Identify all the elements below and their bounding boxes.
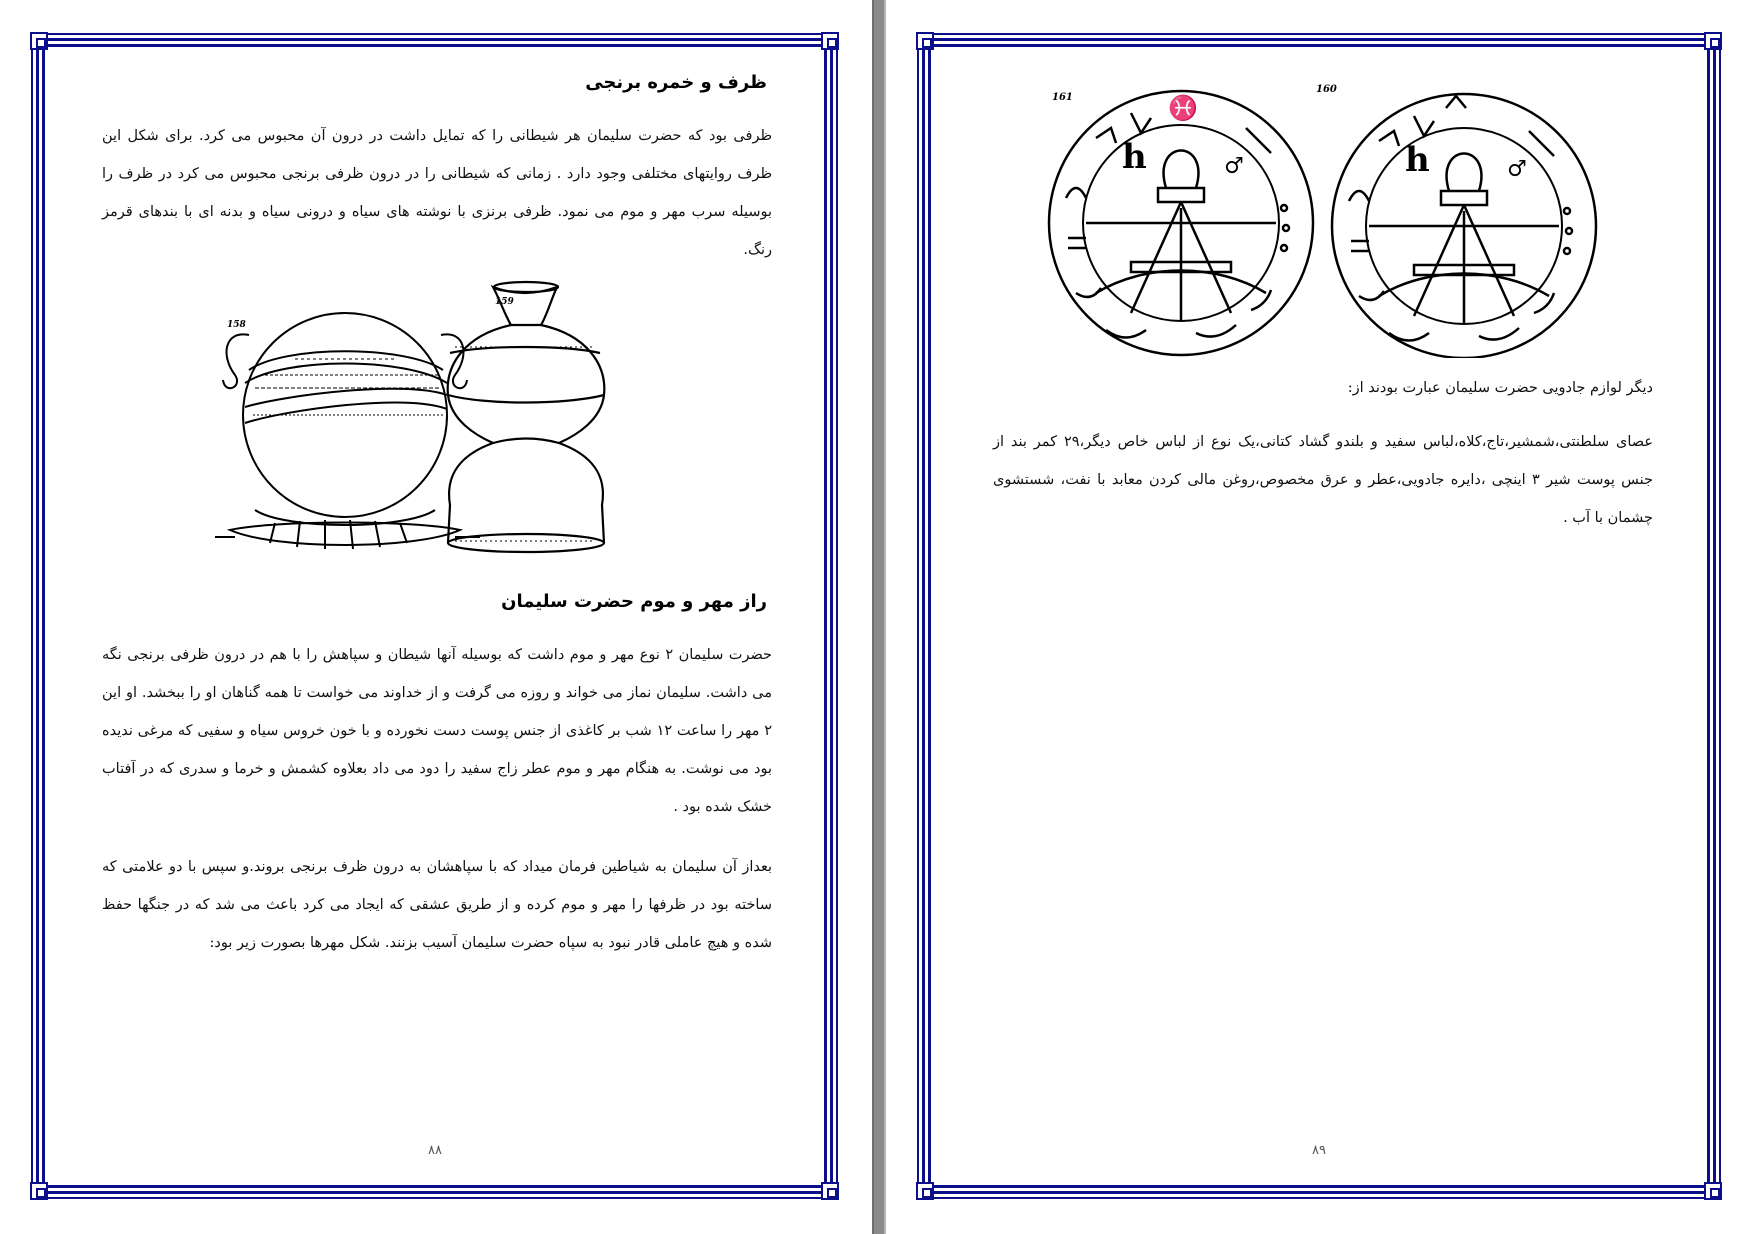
svg-text:h: h: [1122, 137, 1147, 177]
urn-drawing: [215, 313, 480, 549]
corner-ornament: [1704, 32, 1722, 50]
corner-ornament: [916, 32, 934, 50]
body-paragraph: حضرت سلیمان ۲ نوع مهر و موم داشت که بوسیله آنها شیطان و سپاهش را با هم در درون ظرفی برنجی نگه می داشت. سلیمان نماز می خواند و روزه می گرفت و از خداوند می خواست تا همه گناهان او را ببخشد. او این ۲ مهر را ساعت ۱۲ شب بر کاغذی از جنس پوست دست نخورده و با خون خروس سیاه و سفیی که مرغی ندیده بود می نوشت. به هنگام مهر و موم عطر زاج سفید را دود می داد بعلاوه کشمش و خرما و سدری که در آفتاب خشک شده بود .: [102, 647, 772, 815]
right-page: [886, 0, 1755, 1234]
page-number: ۸۸: [428, 1143, 442, 1158]
seal-glyphs: [1349, 96, 1572, 341]
corner-ornament: [821, 32, 839, 50]
seals-illustration: [1046, 78, 1606, 358]
body-paragraph: عصای سلطنتی،شمشیر،تاج،کلاه،لباس سفید و بلندو گشاد کتانی،یک نوع از لباس خاص دیگر،۲۹ کمر بند از جنس پوست شیر ۳ اینچی ،دایره جادویی،عطر و عرق مخصوص،روغن مالی کردن معابد با نفت، شستشوی چشمان با آب .: [993, 434, 1654, 526]
book-gutter: [872, 0, 886, 1234]
body-paragraph: ظرفی بود که حضرت سلیمان هر شیطانی را که تمایل داشت در درون آن محبوس می کرد. برای شکل این ظرف روایتهای مختلفی وجود دارد . زمانی که شیطانی را در درون ظرفی برنجی محبوس می کرد در ظرف را بوسیله سرب مهر و موم می نمود. ظرفی برنزی با نوشته های سیاه و درونی سیاه و بدنه ای با بندهای قرمز رنگ.: [102, 128, 772, 258]
figure-label: 158: [227, 320, 246, 330]
section-heading: راز مهر و موم حضرت سلیمان: [501, 591, 767, 612]
svg-text:h: h: [1405, 140, 1430, 180]
seal-drawing: [1049, 91, 1313, 355]
left-page: [0, 0, 872, 1234]
body-paragraph: دیگر لوازم جادویی حضرت سلیمان عبارت بودند از:: [1347, 380, 1653, 396]
corner-ornament: [30, 1182, 48, 1200]
figure-label: 159: [495, 297, 514, 307]
section-heading: ظرف و خمره برنجی: [585, 72, 767, 93]
svg-text:♂: ♂: [1224, 153, 1244, 179]
seal-glyphs: [1066, 94, 1289, 338]
figure-label: 161: [1052, 92, 1073, 103]
urn-inscription: [253, 359, 443, 415]
corner-ornament: [916, 1182, 934, 1200]
page-number: ۸۹: [1312, 1143, 1326, 1158]
body-paragraph: بعداز آن سلیمان به شیاطین فرمان میداد که با سپاهشان به درون ظرف برنجی بروند.و سپس با دو علامتی که ساخته بود در ظرفها را مهر و موم کرده و از طریق عشقی که ایجاد می کرد باعث می شد که در جنگها حفظ شده و هیچ عاملی قادر نبود به سپاه حضرت سلیمان آسیب بزنند. شکل مهرها بصورت زیر بود:: [102, 859, 772, 951]
figure-label: 160: [1316, 84, 1337, 95]
vessels-illustration: [215, 275, 655, 565]
svg-text:♓: ♓: [1168, 94, 1198, 122]
corner-ornament: [821, 1182, 839, 1200]
corner-ornament: [30, 32, 48, 50]
seal-drawing: [1332, 94, 1596, 358]
svg-text:♂: ♂: [1507, 156, 1527, 182]
corner-ornament: [1704, 1182, 1722, 1200]
gourd-drawing: [448, 282, 605, 552]
